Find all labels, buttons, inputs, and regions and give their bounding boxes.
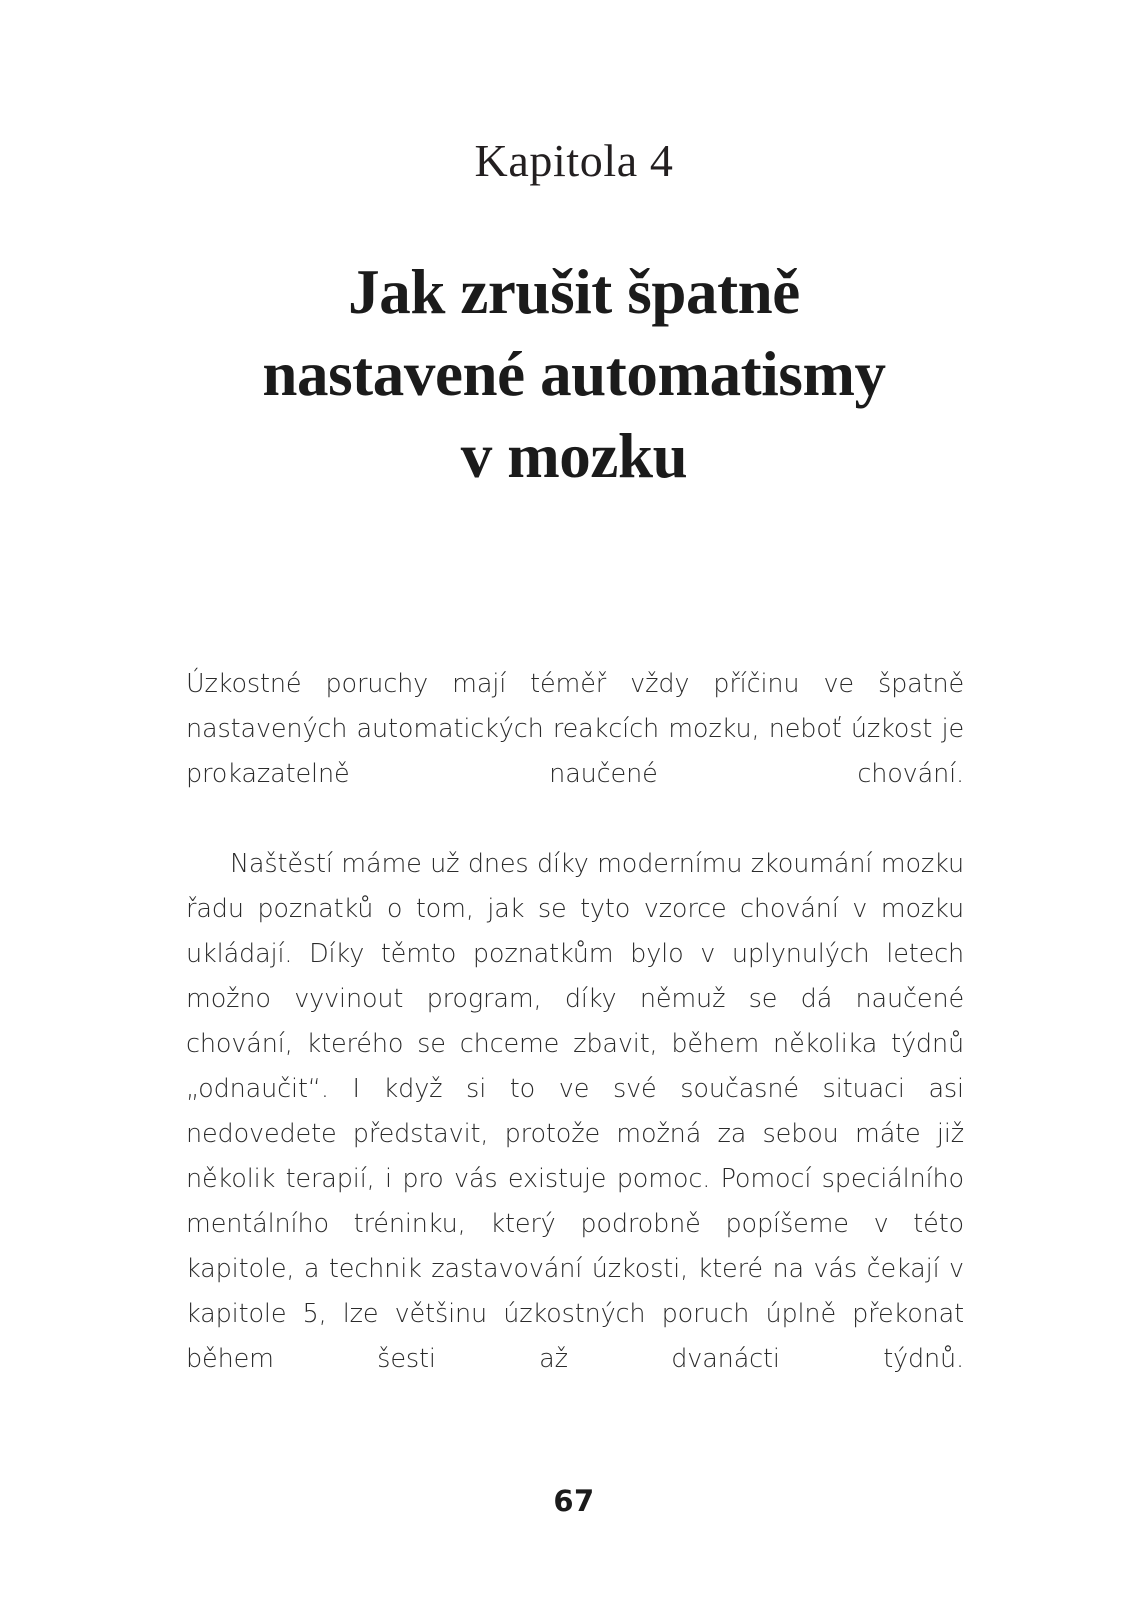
body-text-block bbox=[186, 662, 964, 1427]
body-paragraph: Úzkostné poruchy mají téměř vždy příčinu ve špatně nastavených automatických reakcích mozku, neboť úzkost je prokazatelně naučené chování. bbox=[186, 669, 964, 789]
chapter-title-line-2: nastavené automatismy bbox=[262, 338, 886, 409]
chapter-label: Kapitola 4 bbox=[474, 135, 674, 186]
page-number: 67 bbox=[553, 1484, 595, 1518]
chapter-title-line-1: Jak zrušit špatně bbox=[348, 257, 800, 327]
body-paragraph: Naštěstí máme už dnes díky modernímu zkoumání mozku řadu poznatků o tom, jak se tyto vzorce chování v mozku ukládají. Díky těmto poznatkům bylo v uplynulých letech možno vyvinout program, díky němuž se dá naučené chování, kterého se chceme zbavit, během několika týdnů „odnaučit“. I když si to ve své současné situaci asi nedovedete představit, protože možná za sebou máte již několik terapií, i pro vás existuje pomoc. Pomocí speciálního mentálního tréninku, který podrobně popíšeme v této kapitole, a technik zastavování úzkosti, které na vás čekají v kapitole 5, lze většinu úzkostných poruch úplně překonat během šesti až dvanácti týdnů. bbox=[186, 849, 964, 1374]
page-title bbox=[124, 252, 1024, 498]
chapter-title-line-3: v mozku bbox=[460, 420, 688, 491]
